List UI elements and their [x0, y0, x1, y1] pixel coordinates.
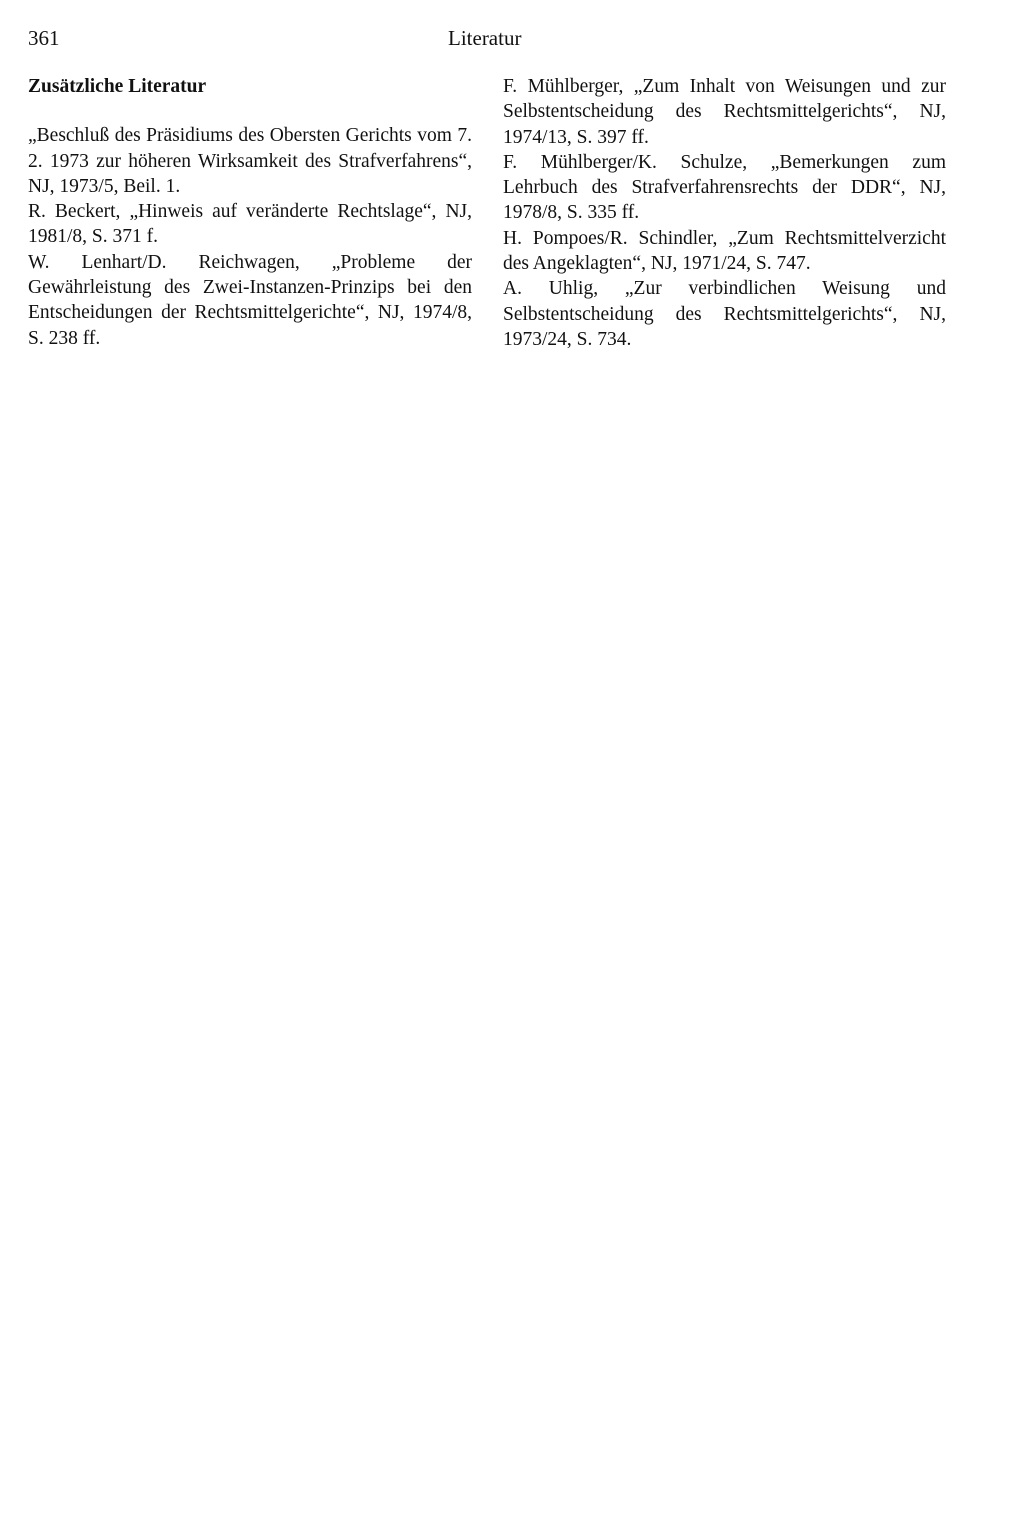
left-column	[28, 74, 472, 351]
reference-entry: F. Mühlberger, „Zum Inhalt von Weisungen und zur Selbstentscheidung des Rechtsmittelgerichts“, NJ, 1974/13, S. 397 ff.	[503, 76, 946, 148]
reference-entry: H. Pompoes/R. Schindler, „Zum Rechtsmittelverzicht des Angeklagten“, NJ, 1971/24, S. 747.	[503, 227, 946, 275]
running-title: Literatur	[448, 26, 522, 50]
reference-entry: F. Mühlberger/K. Schulze, „Bemerkungen zum Lehrbuch des Strafverfahrensrechts der DDR“, NJ, 1978/8, S. 335 ff.	[503, 151, 946, 224]
reference-entry: R. Beckert, „Hinweis auf veränderte Rechtslage“, NJ, 1981/8, S. 371 f.	[28, 201, 472, 248]
right-column	[503, 74, 946, 352]
reference-entry: „Beschluß des Präsidiums des Obersten Gerichts vom 7. 2. 1973 zur höheren Wirksamkeit des Strafverfahrens“, NJ, 1973/5, Beil. 1.	[28, 125, 472, 197]
section-heading: Zusätzliche Literatur	[28, 76, 207, 97]
page-number: 361	[28, 26, 60, 50]
reference-entry: A. Uhlig, „Zur verbindlichen Weisung und Selbstentscheidung des Rechtsmittelgerichts“, NJ, 1973/24, S. 734.	[503, 278, 946, 350]
reference-entry: W. Lenhart/D. Reichwagen, „Probleme der Gewährleistung des Zwei-Instanzen-Prinzips bei den Entscheidungen der Rechtsmittelgerichte“, NJ, 1974/8, S. 238 ff.	[28, 251, 472, 349]
